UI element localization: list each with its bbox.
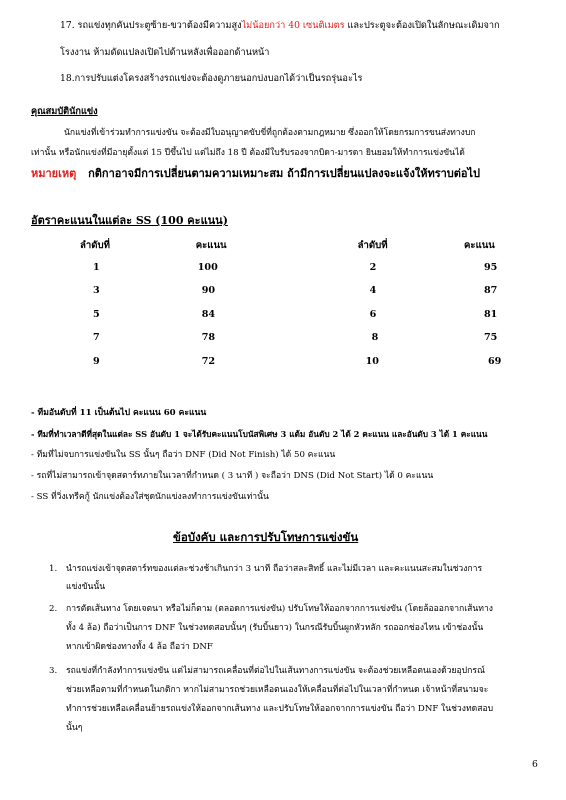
rank-cell: 1	[93, 261, 100, 273]
penalty-3-line4: นั้นๆ	[66, 723, 83, 733]
rule-17-text: 17. รถแข่งทุกคันประตูซ้าย-ขวาต้องมีความสูง	[60, 20, 242, 31]
rule-17-line1	[60, 20, 500, 32]
qualification-line2: เท่านั้น หรือนักแข่งที่มีอายุตั้งแต่ 15 ปีขึ้นไป แต่ไม่ถึง 18 ปี ต้องมีใบรับรองจากบิดา-มารดา ยินยอมให้ทำการแข่งขันได้	[31, 148, 465, 158]
header-points-1: คะแนน	[195, 240, 227, 251]
score-note-2: - ทีมที่ทำเวลาดีที่สุดในแต่ละ SS อันดับ 1 จะได้รับคะแนนโบนัสพิเศษ 3 แต้ม อันดับ 2 ได้ 2 คะแนน และอันดับ 3 ได้ 1 คะแนน	[31, 429, 488, 439]
note-line	[31, 167, 480, 181]
table-row	[60, 285, 566, 309]
penalty-2-line2: ทั้ง 4 ล้อ) ถือว่าเป็นการ DNF ในช่วงทดสอบนั้นๆ (รับบิ้นยาว) ในกรณีรับบิ้นผูกหัวหลัก รถออกช่องไหน เข้าช่องนั้น	[66, 623, 484, 633]
rank-cell: 9	[93, 355, 100, 367]
page-number: 6	[532, 759, 538, 770]
rank-cell: 4	[369, 285, 377, 296]
score-note-3: - ทีมที่ไม่จบการแข่งขันใน SS นั้นๆ ถือว่า DNF (Did Not Finish) ได้ 50 คะแนน	[31, 450, 336, 460]
penalty-3-line3: ทำการช่วยเหลือเคลื่อนย้ายรถแข่งให้ออกจากเส้นทาง และปรับโทษให้ออกจากการแข่งขัน ถือว่า DNF ในช่วงทดสอบ	[66, 704, 494, 714]
penalty-num-3: 3.	[49, 666, 58, 676]
penalty-1-line2: แข่งขันนั้น	[66, 582, 106, 592]
scores-heading: อัตราคะแนนในแต่ละ SS (100 คะแนน)	[31, 214, 228, 227]
table-row	[60, 262, 566, 286]
rule-17-text-cont: และประตูจะต้องเปิดในลักษณะเดิมจาก	[344, 20, 500, 31]
qualification-line1: นักแข่งที่เข้าร่วมทำการแข่งขัน จะต้องมีใบอนุญาตขับขี่ที่ถูกต้องตามกฎหมาย ซึ่งออกให้โดยกรมการขนส่งทางบก	[64, 128, 476, 138]
score-note-5: - SS ที่วิ่งเทรีคกู้ นักแข่งต้องใส่ชุดนักแข่งลงทำการแข่งขันเท่านั้น	[31, 492, 269, 502]
penalty-3-line2: ช่วยเหลือตามที่กำหนดในกติกา หากไม่สามารถช่วยเหลือตนเองให้เคลื่อนที่ต่อไปในเวลาที่กำหนด เจ้าหน้าที่สนามจะ	[66, 685, 489, 695]
rank-cell: 5	[93, 308, 100, 320]
score-note-4: - รถที่ไม่สามารถเข้าจุดสตาร์ทภายในเวลาที่กำหนด ( 3 นาที ) จะถือว่า DNS (Did Not Start) ได้ 0 คะแนน	[31, 471, 434, 481]
penalty-3-line1: รถแข่งที่กำลังทำการแข่งขัน แต่ไม่สามารถเคลื่อนที่ต่อไปในเส้นทางการแข่งขัน จะต้องช่วยเหลือตนเองด้วยอุปกรณ์	[66, 666, 485, 676]
points-cell: 87	[484, 285, 498, 296]
penalty-2-line3: หากเข้าผิดช่องทางทั้ง 4 ล้อ ถือว่า DNF	[66, 642, 213, 652]
rank-cell: 7	[93, 332, 100, 343]
penalty-1-line1: นำรถแข่งเข้าจุดสตาร์ทของแต่ละช่วงช้าเกินกว่า 3 นาที ถือว่าสละสิทธิ์ และไม่มีเวลา และคะแนนสะสมในช่วงการ	[66, 564, 483, 574]
rank-cell: 10	[365, 355, 379, 367]
points-cell: 100	[197, 261, 218, 273]
points-cell: 81	[484, 308, 498, 320]
score-note-1: - ทีมอันดับที่ 11 เป็นต้นไป คะแนน 60 คะแนน	[31, 408, 207, 418]
header-points-2: คะแนน	[464, 240, 495, 251]
table-row	[60, 356, 566, 380]
table-row	[60, 309, 566, 333]
table-row	[60, 332, 566, 356]
rank-cell: 6	[369, 308, 377, 320]
qualification-heading: คุณสมบัตินักแข่ง	[31, 106, 98, 117]
points-cell: 75	[484, 332, 498, 343]
penalty-num-2: 2.	[49, 604, 58, 614]
header-rank-1: ลำดับที่	[80, 240, 110, 251]
points-cell: 69	[488, 355, 502, 367]
rule-17-highlight: ไม่น้อยกว่า 40 เซนติเมตร	[241, 20, 345, 31]
scores-table	[60, 238, 566, 379]
points-cell: 84	[201, 308, 216, 320]
rank-cell: 8	[371, 332, 379, 343]
rank-cell: 2	[369, 261, 377, 273]
points-cell: 95	[484, 261, 498, 273]
rule-18: 18.การปรับแต่งโครงสร้างรถแข่งจะต้องดูภายนอกบ่งบอกได้ว่าเป็นรถรุ่นอะไร	[60, 73, 363, 84]
note-label: หมายเหตุ	[31, 167, 77, 180]
header-rank-2: ลำดับที่	[357, 240, 388, 251]
penalties-heading: ข้อบังคับ และการปรับโทษการแข่งขัน	[173, 530, 359, 544]
points-cell: 78	[201, 332, 216, 343]
rule-17-line2: โรงงาน ห้ามดัดแปลงเปิดไปด้านหลังเพื่อออกด้านหน้า	[60, 47, 270, 58]
rank-cell: 3	[93, 285, 100, 296]
penalty-2-line1: การตัดเส้นทาง โดยเจตนา หรือไม่ก็ตาม (ตลอดการแข่งขัน) ปรับโทษให้ออกจากการแข่งขัน (โดยล้อออกจากเส้นทาง	[66, 604, 493, 614]
penalty-num-1: 1.	[49, 564, 58, 574]
points-cell: 72	[201, 355, 216, 367]
note-text: กติกาอาจมีการเปลี่ยนตามความเหมาะสม ถ้ามีการเปลี่ยนแปลงจะแจ้งให้ทราบต่อไป	[88, 167, 481, 180]
points-cell: 90	[201, 285, 216, 296]
scores-header-row	[60, 238, 566, 262]
